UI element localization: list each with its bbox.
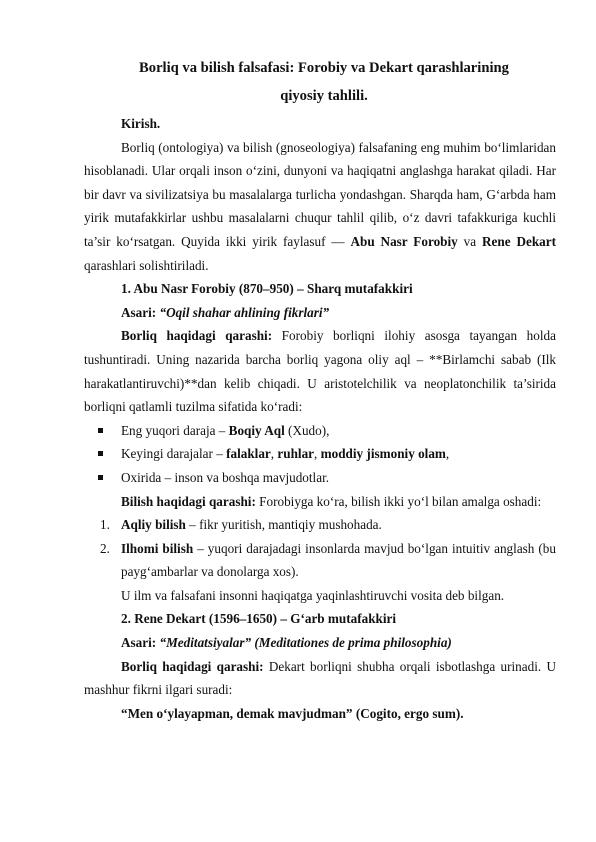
- farabi-work: Asari: “Oqil shahar ahlining fikrlari”: [121, 304, 330, 320]
- title-line-2: qiyosiy tahlili.: [280, 88, 368, 104]
- name-descartes: Rene Dekart: [482, 233, 557, 249]
- list-item: Eng yuqori daraja – Boqiy Aql (Xudo),: [84, 419, 556, 443]
- farabi-knowledge-paragraph: Bilish haqidagi qarashi: Forobiyga ko‘ra, bilish ikki yo‘l bilan amalga oshadi:: [121, 493, 542, 509]
- list-item: Oxirida – inson va boshqa mavjudotlar.: [84, 466, 556, 490]
- section-heading-farabi: 1. Abu Nasr Forobiy (870–950) – Sharq mutafakkiri: [121, 281, 413, 297]
- bullet-icon: [98, 475, 103, 480]
- farabi-conclusion: U ilm va falsafani insonni haqiqatga yaqinlashtiruvchi vosita deb bilgan.: [121, 587, 505, 603]
- list-item: 2. Ilhomi bilish – yuqori darajadagi insonlarda mavjud bo‘lgan intuitiv anglash (bu payg‘ambarlar va donolarga xos).: [100, 540, 556, 580]
- section-heading-descartes: 2. Rene Dekart (1596–1650) – G‘arb mutafakkiri: [121, 611, 397, 627]
- descartes-work: Asari: “Meditatsiyalar” (Meditationes de prima philosophia): [121, 635, 452, 651]
- title-line-1: Borliq va bilish falsafasi: Forobiy va Dekart qarashlarining: [139, 60, 509, 76]
- bullet-icon: [98, 451, 103, 456]
- name-farabi: Abu Nasr Forobiy: [350, 233, 458, 249]
- list-item: Keyingi darajalar – falaklar, ruhlar, moddiy jismoniy olam,: [84, 442, 556, 466]
- document-title: [84, 54, 564, 110]
- bullet-icon: [98, 428, 103, 433]
- cogito-quote: “Men o‘ylayapman, demak mavjudman” (Cogito, ergo sum).: [121, 705, 464, 721]
- list-item: 1. Aqliy bilish – fikr yuritish, mantiqiy mushohada.: [100, 517, 382, 533]
- document-body: [84, 112, 556, 725]
- descartes-being-paragraph: Borliq haqidagi qarashi: Dekart borliqni shubha orqali isbotlashga urinadi. U mashhur fikrni ilgari suradi:: [84, 658, 556, 698]
- intro-heading: Kirish.: [121, 116, 161, 131]
- farabi-being-paragraph: Borliq haqidagi qarashi: Forobiy borliqni ilohiy asosga tayangan holda tushuntiradi. Uning nazarida barcha borliq yagona oliy aql – **Birlamchi sabab (Ilk harakatlantiruvchi)**dan kelib chiqadi. U aristotelchilik va neoplatonchilik ta’sirida borliqni qatlamli tuzilma sifatida ko‘radi:: [84, 328, 556, 415]
- intro-paragraph: Borliq (ontologiya) va bilish (gnoseologiya) falsafaning eng muhim bo‘limlaridan hisoblanadi. Ular orqali inson o‘zini, dunyoni va haqiqatni anglashga harakat qiladi. Har bir davr va sivilizatsiya bu masalalarga turlicha yondashgan. Sharqda ham, G‘arbda ham yirik mutafakkirlar ushbu masalalarni chuqur tahlil qilib, o‘z davri tafakkuriga kuchli ta’sir ko‘rsatgan. Quyida ikki yirik faylasuf — Abu Nasr Forobiy va Rene Dekart qarashlari solishtiriladi.: [84, 139, 557, 273]
